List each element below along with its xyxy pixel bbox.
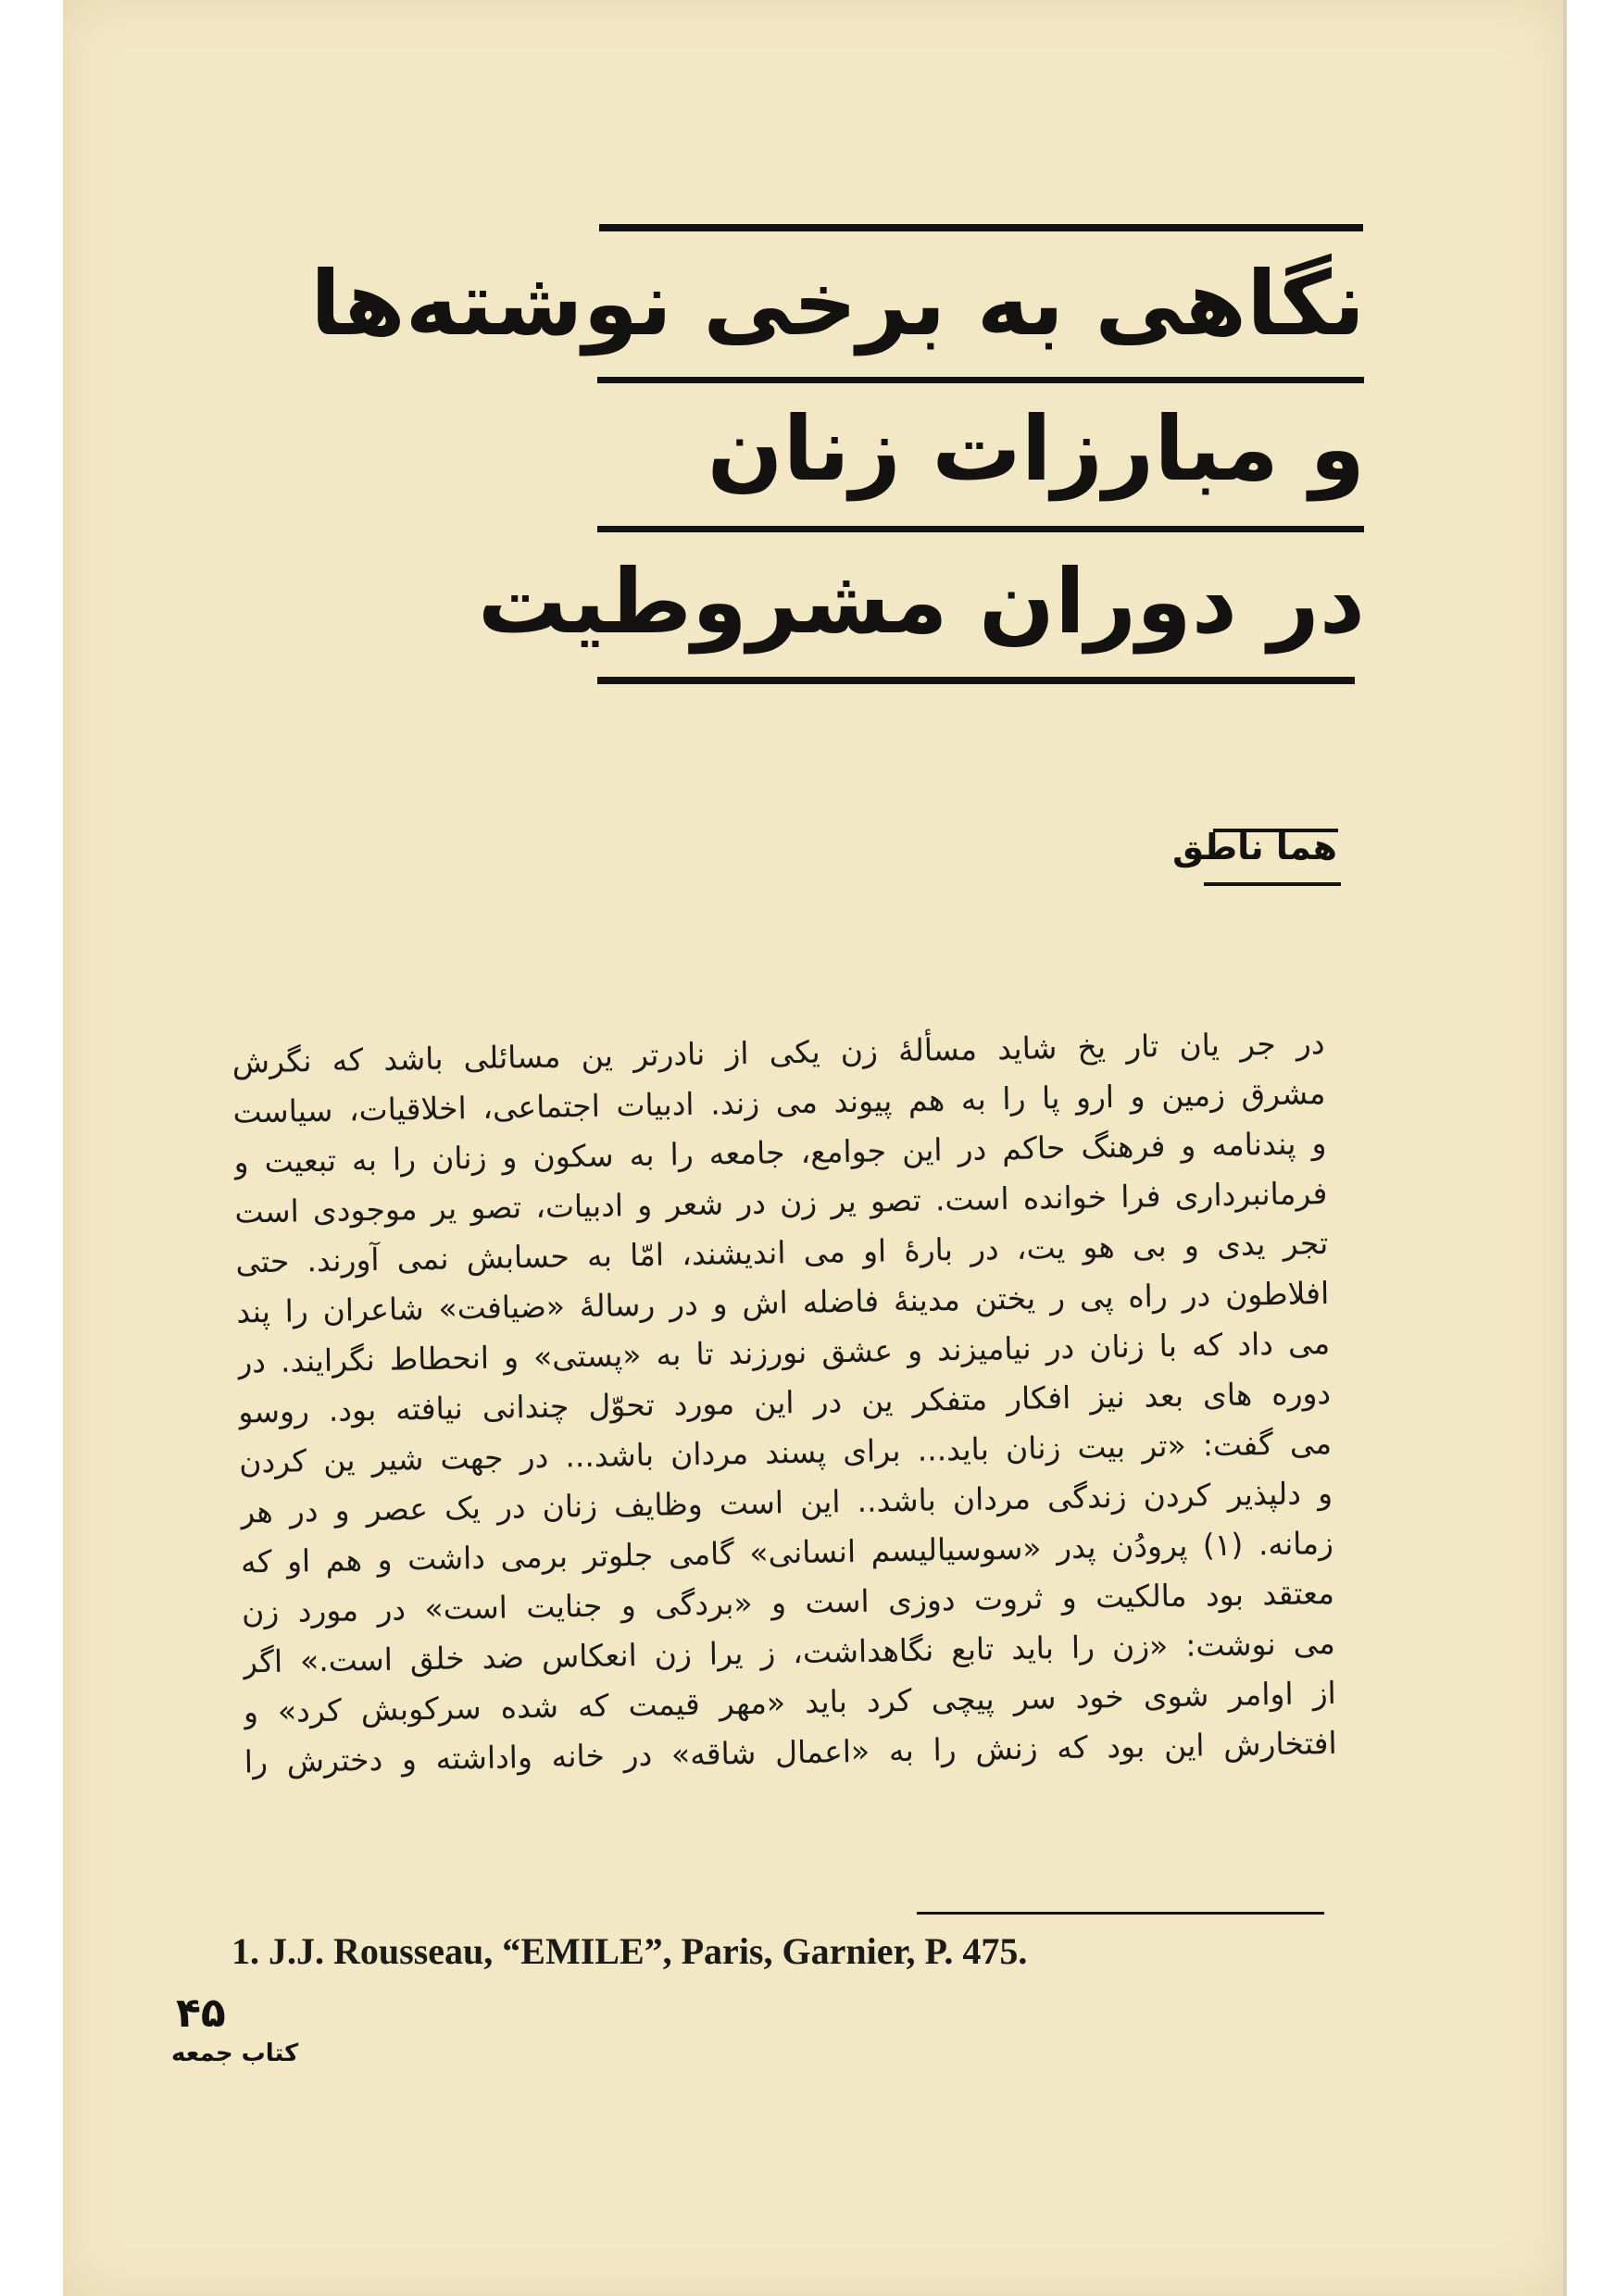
footnote: 1. J.J. Rousseau, “EMILE”, Paris, Garnier, P. 475. (232, 1930, 1028, 1972)
body-line: زمانه. (۱) پرودُن پدر «سوسیالیسم انسانی» گامی جلوتر برمی داشت و هم او که (240, 1524, 1334, 1580)
title-line-1: نگاهی به برخی نوشته‌ها (310, 252, 1365, 356)
body-line: فرمانبرداری فرا خوانده است. تصو یر زن در شعر و ادبیات، تصو یر موجودی است (234, 1174, 1328, 1230)
body-line: معتقد بود مالکیت و ثروت دوزی است و «بردگی و جنایت است» در مورد زن (241, 1574, 1335, 1630)
body-line: می نوشت: «زن را باید تابع نگاهداشت، ز یرا زن انعکاس ضد خلق است.» اگر (242, 1624, 1336, 1680)
body-line: از اوامر شوی خود سر پیچی کرد باید «مهر قیمت که شده سرکوبش کرد» و (243, 1674, 1337, 1730)
body-line: افتخارش این بود که زنش را به «اعمال شاقه» در خانه واداشته و دخترش را (244, 1724, 1337, 1780)
body-line: و پندنامه و فرهنگ حاکم در این جوامع، جامعه را به سکون و زنان را به تبعیت و (233, 1124, 1327, 1180)
footnote-rule (917, 1912, 1324, 1915)
title-rule-2 (597, 377, 1364, 383)
body-line: در جر یان تار یخ شاید مسألهٔ زن یکی از نادرتر ین مسائلی باشد که نگرش (232, 1024, 1325, 1080)
page-number: ۴۵ (176, 1990, 226, 2037)
title-line-2: و مبارزات زنان (707, 397, 1365, 501)
body-line: تجر یدی و بی هو یت، در بارهٔ او می اندیشند، امّا به حسابش نمی آورند. حتی (235, 1224, 1329, 1280)
title-line-3: در دوران مشروطیت (477, 550, 1365, 654)
title-rule-top (599, 224, 1363, 231)
body-line: و دلپذیر کردن زندگی مردان باشد.. این است وظایف زنان در یک عصر و در هر (239, 1474, 1333, 1530)
body-line: دوره های بعد نیز افکار متفکر ین در این مورد تحوّل چندانی نیافته بود. روسو (237, 1374, 1332, 1430)
author-underline (1204, 882, 1341, 886)
title-rule-bottom (597, 677, 1355, 684)
body-line: مشرق زمین و ارو پا را به هم پیوند می زند. ادبیات اجتماعی، اخلاقیات، سیاست (232, 1074, 1326, 1130)
paper-edge (1563, 0, 1567, 2296)
article-body (232, 1018, 1337, 1787)
author-name: هما ناطق (1172, 827, 1337, 867)
body-line: افلاطون در راه پی ر یختن مدینهٔ فاضله اش و در رسالهٔ «ضیافت» شاعران را پند (236, 1274, 1330, 1330)
publication-name: کتاب جمعه (171, 2040, 299, 2067)
title-rule-3 (597, 526, 1364, 532)
body-line: می گفت: «تر بیت زنان باید... برای پسند مردان باشد... در جهت شیر ین کردن (238, 1424, 1333, 1480)
body-line: می داد که با زنان در نیامیزند و عشق نورزند تا به «پستی» و انحطاط نگرایند. در (236, 1324, 1331, 1380)
